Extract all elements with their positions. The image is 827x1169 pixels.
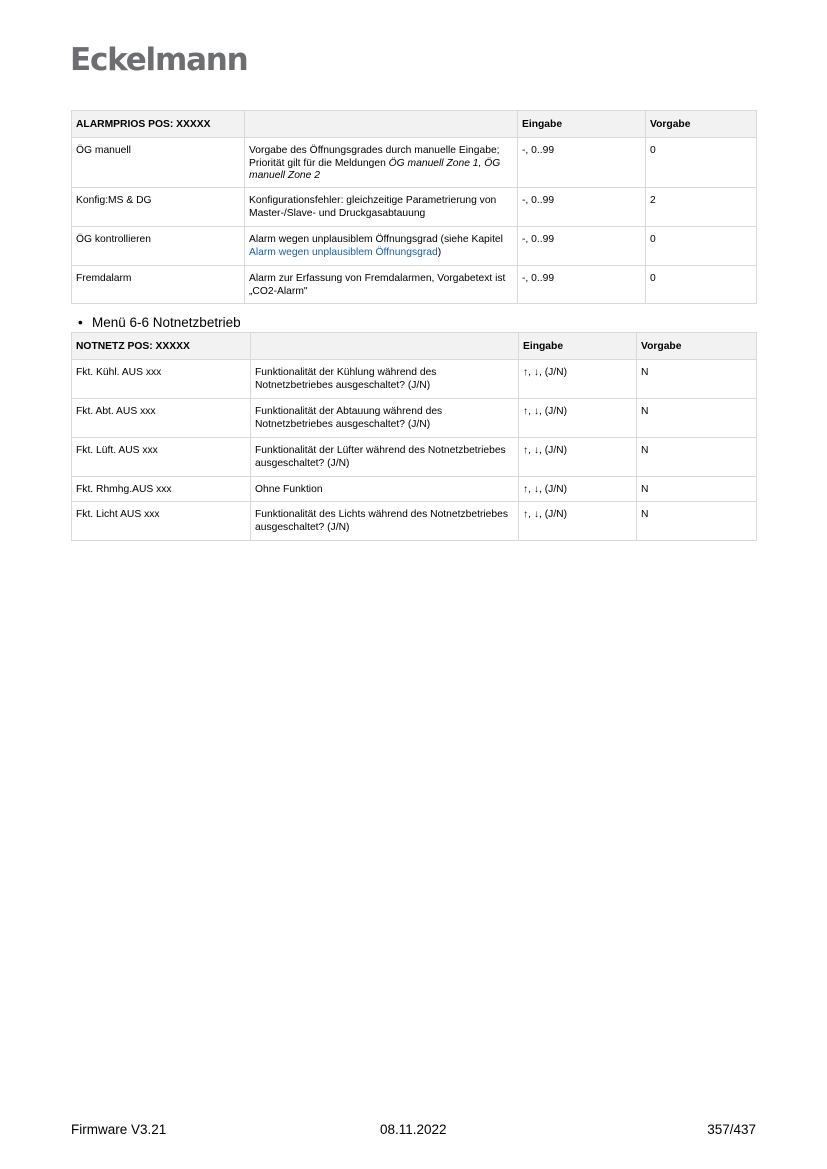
param-name: Fkt. Abt. AUS xxx xyxy=(72,399,251,438)
table-row xyxy=(72,227,757,266)
param-default: 0 xyxy=(646,138,757,188)
table-row xyxy=(72,502,757,541)
footer-firmware-version: Firmware V3.21 xyxy=(71,1122,167,1137)
param-description: Funktionalität der Kühlung während des Notnetzbetriebes ausgeschaltet? (J/N) xyxy=(251,360,519,399)
table-header-row xyxy=(72,333,757,360)
table-row xyxy=(72,188,757,227)
param-name: Fkt. Lüft. AUS xxx xyxy=(72,438,251,477)
table-header-row xyxy=(72,111,757,138)
param-default: N xyxy=(637,438,757,477)
menu-heading xyxy=(78,314,241,332)
param-name: Fkt. Kühl. AUS xxx xyxy=(72,360,251,399)
column-header: ALARMPRIOS POS: XXXXX xyxy=(72,111,245,138)
menu-heading-text: Menü 6-6 Notnetzbetrieb xyxy=(92,315,241,330)
column-header: Vorgabe xyxy=(637,333,757,360)
param-default: N xyxy=(637,477,757,502)
brand-logo: Eckelmann xyxy=(70,42,248,78)
table-row xyxy=(72,360,757,399)
chapter-link[interactable]: Alarm wegen unplausiblem Öffnungsgrad xyxy=(249,246,438,258)
column-header: Eingabe xyxy=(518,111,646,138)
description-text: ) xyxy=(437,246,442,258)
notnetz-table xyxy=(71,332,757,541)
alarmprios-table xyxy=(71,110,757,304)
param-default: N xyxy=(637,360,757,399)
param-input: ↑, ↓, (J/N) xyxy=(519,502,637,541)
column-header xyxy=(245,111,518,138)
param-input: ↑, ↓, (J/N) xyxy=(519,360,637,399)
param-description: Konfigurationsfehler: gleichzeitige Parametrierung von Master-/Slave- und Druckgasabtauung xyxy=(245,188,518,227)
param-name: Fkt. Rhmhg.AUS xxx xyxy=(72,477,251,502)
param-input: -, 0..99 xyxy=(518,227,646,266)
bullet-icon: • xyxy=(78,315,83,330)
param-input: ↑, ↓, (J/N) xyxy=(519,438,637,477)
table-row xyxy=(72,138,757,188)
param-input: -, 0..99 xyxy=(518,188,646,227)
footer-date: 08.11.2022 xyxy=(380,1122,447,1137)
column-header: Eingabe xyxy=(519,333,637,360)
param-input: ↑, ↓, (J/N) xyxy=(519,477,637,502)
param-input: -, 0..99 xyxy=(518,138,646,188)
param-description xyxy=(245,227,518,266)
table-row xyxy=(72,477,757,502)
param-description: Funktionalität der Lüfter während des Notnetzbetriebes ausgeschaltet? (J/N) xyxy=(251,438,519,477)
description-text: Vorgabe des Öffnungsgrades durch manuelle Eingabe; Priorität gilt für die Meldungen xyxy=(249,145,500,169)
param-input: ↑, ↓, (J/N) xyxy=(519,399,637,438)
description-italic: ÖG manuell Zone 1, ÖG manuell Zone 2 xyxy=(249,157,501,181)
column-header xyxy=(251,333,519,360)
param-description: Funktionalität des Lichts während des Notnetzbetriebes ausgeschaltet? (J/N) xyxy=(251,502,519,541)
param-default: 0 xyxy=(646,266,757,304)
param-name: ÖG manuell xyxy=(72,138,245,188)
param-name: ÖG kontrollieren xyxy=(72,227,245,266)
param-description: Alarm zur Erfassung von Fremdalarmen, Vorgabetext ist „CO2-Alarm" xyxy=(245,266,518,304)
column-header: NOTNETZ POS: XXXXX xyxy=(72,333,251,360)
param-default: N xyxy=(637,399,757,438)
param-name: Konfig:MS & DG xyxy=(72,188,245,227)
param-input: -, 0..99 xyxy=(518,266,646,304)
param-description: Ohne Funktion xyxy=(251,477,519,502)
table-row xyxy=(72,266,757,304)
table-row xyxy=(72,399,757,438)
param-name: Fremdalarm xyxy=(72,266,245,304)
description-text: Alarm wegen unplausiblem Öffnungsgrad (siehe Kapitel xyxy=(249,234,503,245)
param-name: Fkt. Licht AUS xxx xyxy=(72,502,251,541)
param-default: 0 xyxy=(646,227,757,266)
table-row xyxy=(72,438,757,477)
footer-page-number: 357/437 xyxy=(707,1122,756,1137)
param-description xyxy=(245,138,518,188)
param-default: 2 xyxy=(646,188,757,227)
param-default: N xyxy=(637,502,757,541)
column-header: Vorgabe xyxy=(646,111,757,138)
param-description: Funktionalität der Abtauung während des Notnetzbetriebes ausgeschaltet? (J/N) xyxy=(251,399,519,438)
